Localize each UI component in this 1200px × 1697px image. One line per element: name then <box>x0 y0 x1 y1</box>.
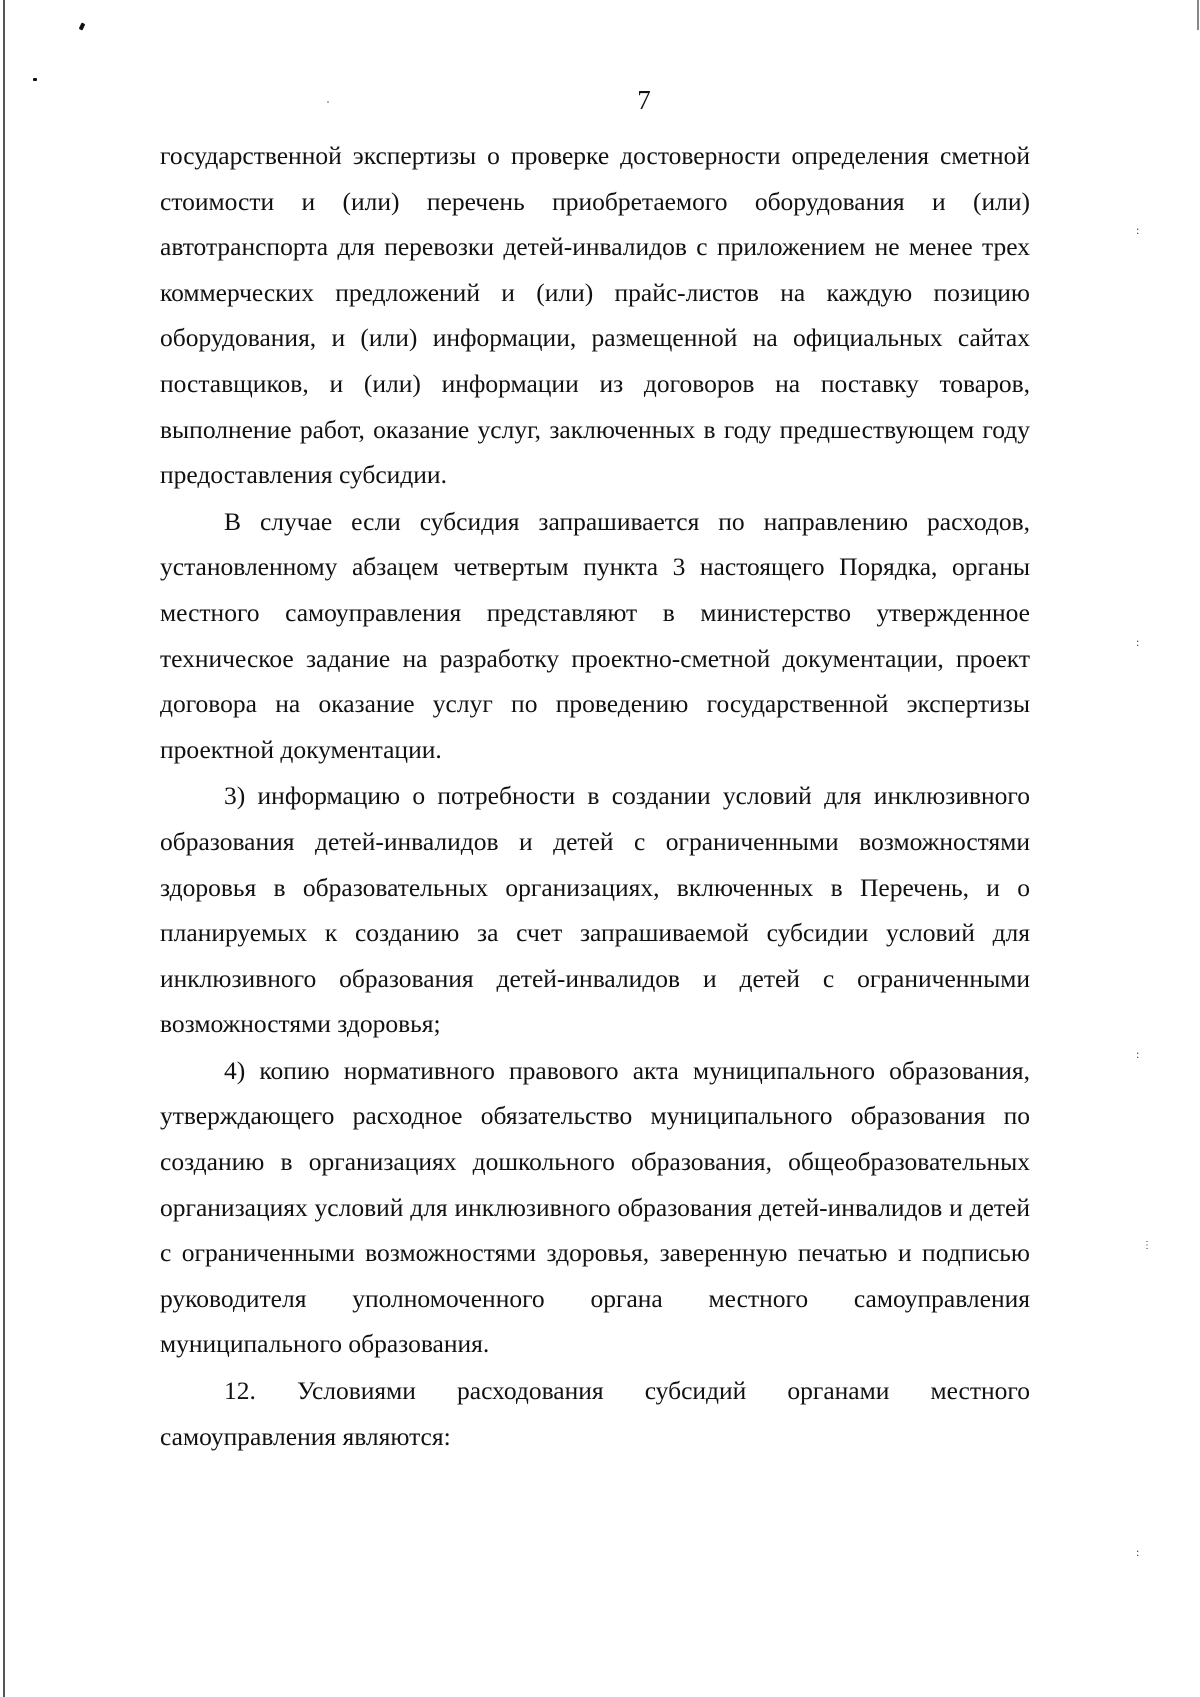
margin-mark: : <box>1136 635 1140 649</box>
margin-mark: ⋮ <box>1142 1240 1152 1251</box>
scan-speck <box>79 22 86 30</box>
document-body <box>160 133 1030 1459</box>
paragraph-item-4: 4) копию нормативного правового акта муниципального образования, утверждающего расходное обязательство муниципального образования по созданию в организациях дошкольного образования, общеобразовательных организациях условий для инклюзивного образования детей-инвалидов и детей с ограниченными возможностями здоровья, заверенную печатью и подписью руководителя уполномоченного органа местного самоуправления муниципального образования. <box>160 1055 1030 1359</box>
paragraph-clause-12: 12. Условиями расходования субсидий органами местного самоуправления являются: <box>160 1376 1030 1451</box>
margin-mark: : <box>1136 1545 1140 1559</box>
paragraph-case-clause: В случае если субсидия запрашивается по направлению расходов, установленному абзацем четвертым пункта 3 настоящего Порядка, органы местного самоуправления представляют в министерство утвержденное техническое задание на разработку проектно-сметной документации, проект договора на оказание услуг по проведению государственной экспертизы проектной документации. <box>160 506 1030 764</box>
page-number: 7 <box>637 85 651 115</box>
scan-edge-right <box>1197 0 1199 30</box>
scan-edge-left <box>3 0 5 1697</box>
margin-mark: : <box>1136 1047 1140 1061</box>
paragraph-item-3: 3) информацию о потребности в создании условий для инклюзивного образования детей-инвалидов и детей с ограниченными возможностями здоровья в образовательных организациях, включенных в Перечень, и о планируемых к созданию за счет запрашиваемой субсидии условий для инклюзивного образования детей-инвалидов и детей с ограниченными возможностями здоровья; <box>160 781 1030 1039</box>
margin-mark: : <box>1136 223 1140 237</box>
paragraph-continuation: государственной экспертизы о проверке достоверности определения сметной стоимости и (или) перечень приобретаемого оборудования и (или) автотранспорта для перевозки детей-инвалидов с приложением не менее трех коммерческих предложений и (или) прайс-листов на каждую позицию оборудования, и (или) информации, размещенной на официальных сайтах поставщиков, и (или) информации из договоров на поставку товаров, выполнение работ, оказание услуг, заключенных в году предшествующем году предоставления субсидии. <box>160 141 1030 490</box>
